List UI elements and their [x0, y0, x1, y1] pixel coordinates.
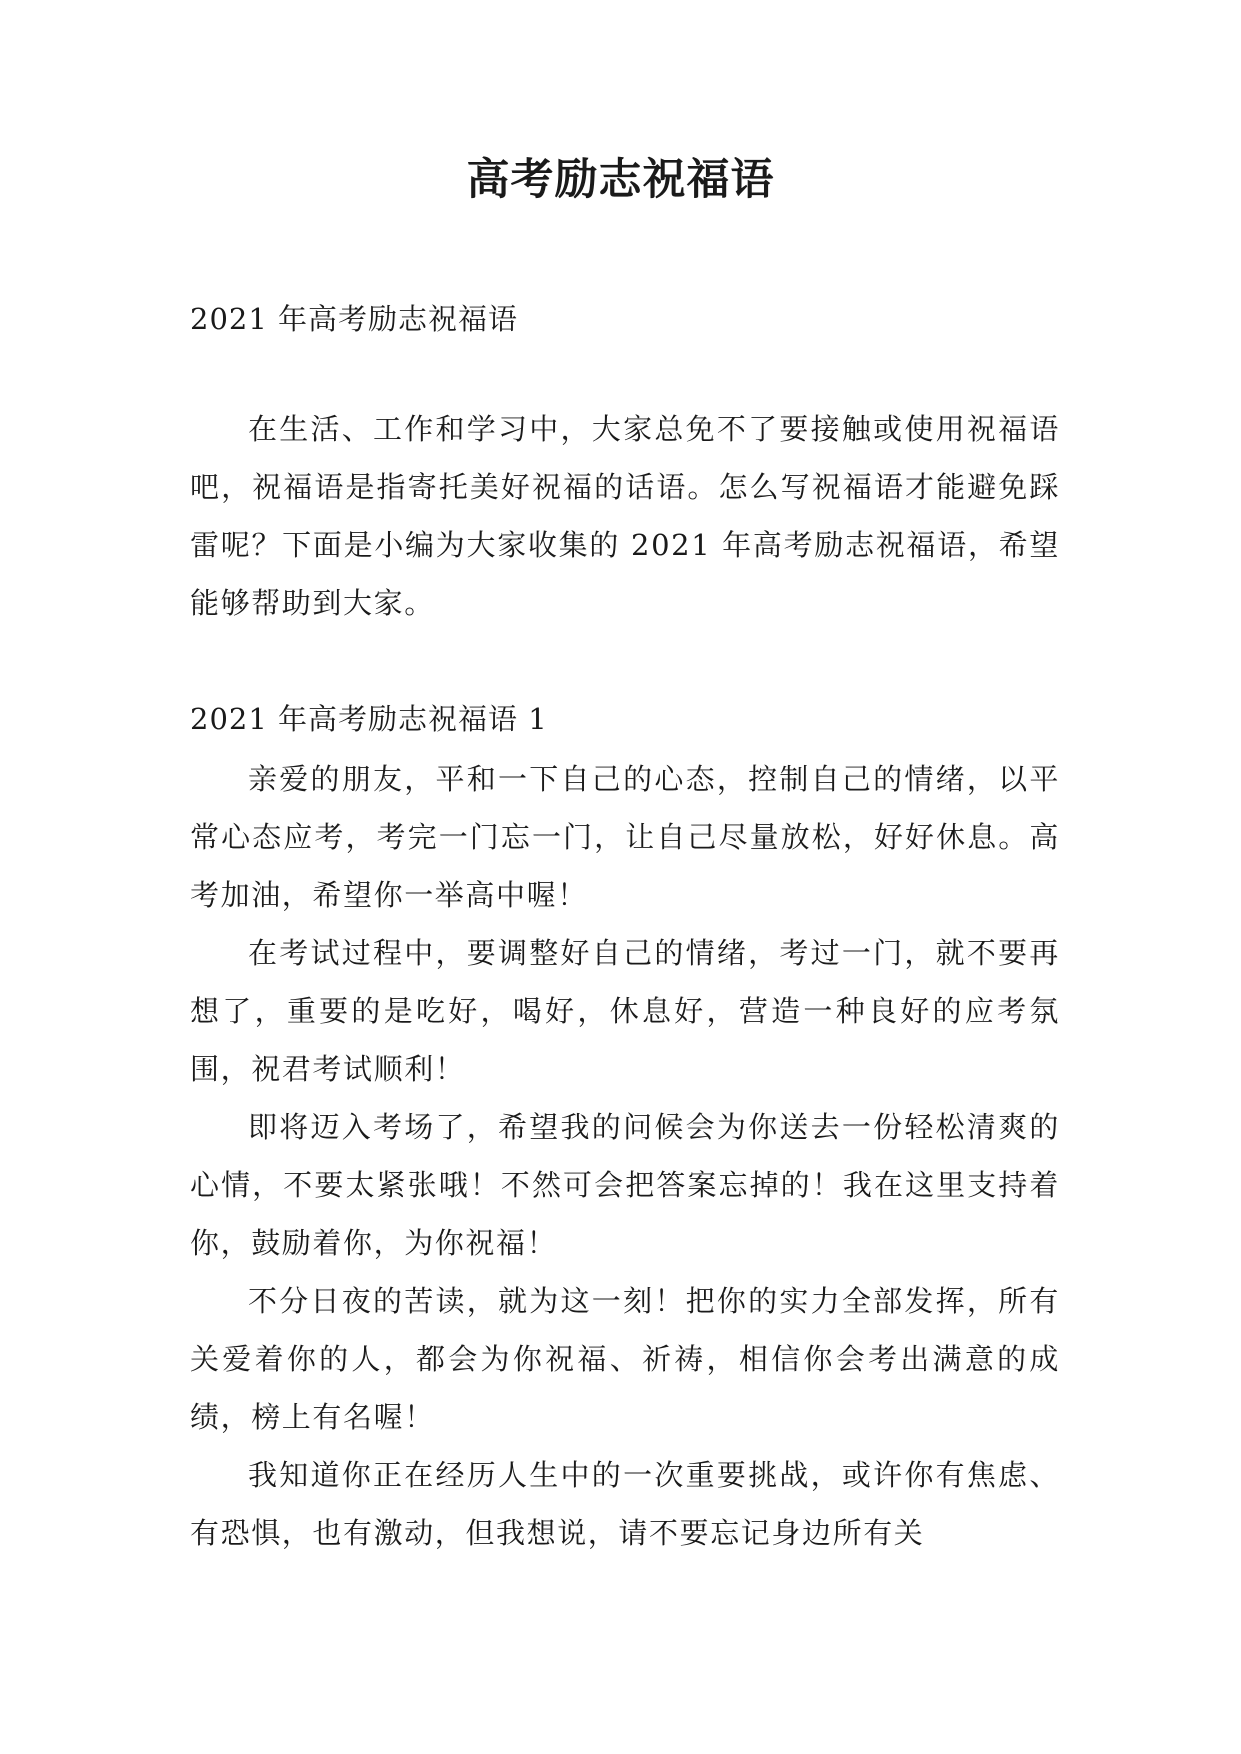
wish-list [190, 750, 1060, 1562]
wish-paragraph: 即将迈入考场了，希望我的问候会为你送去一份轻松清爽的心情，不要太紧张哦！不然可会把答案忘掉的！我在这里支持着你，鼓励着你，为你祝福！ [190, 1110, 1060, 1260]
document-subtitle: 2021 年高考励志祝福语 [190, 302, 519, 336]
wish-paragraph: 在考试过程中，要调整好自己的情绪，考过一门，就不要再想了，重要的是吃好，喝好，休息好，营造一种良好的应考氛围，祝君考试顺利！ [190, 936, 1060, 1086]
wish-paragraph: 我知道你正在经历人生中的一次重要挑战，或许你有焦虑、有恐惧，也有激动，但我想说，请不要忘记身边所有关 [190, 1458, 1060, 1550]
intro-paragraph: 在生活、工作和学习中，大家总免不了要接触或使用祝福语吧，祝福语是指寄托美好祝福的话语。怎么写祝福语才能避免踩雷呢？下面是小编为大家收集的 2021 年高考励志祝福语，希望能够帮助到大家。 [190, 412, 1060, 620]
wish-paragraph: 不分日夜的苦读，就为这一刻！把你的实力全部发挥，所有关爱着你的人，都会为你祝福、祈祷，相信你会考出满意的成绩，榜上有名喔！ [190, 1284, 1060, 1434]
wish-paragraph: 亲爱的朋友，平和一下自己的心态，控制自己的情绪，以平常心态应考，考完一门忘一门，让自己尽量放松，好好休息。高考加油，希望你一举高中喔！ [190, 762, 1060, 912]
document-title: 高考励志祝福语 [466, 155, 775, 205]
section-heading: 2021 年高考励志祝福语 1 [190, 702, 548, 736]
